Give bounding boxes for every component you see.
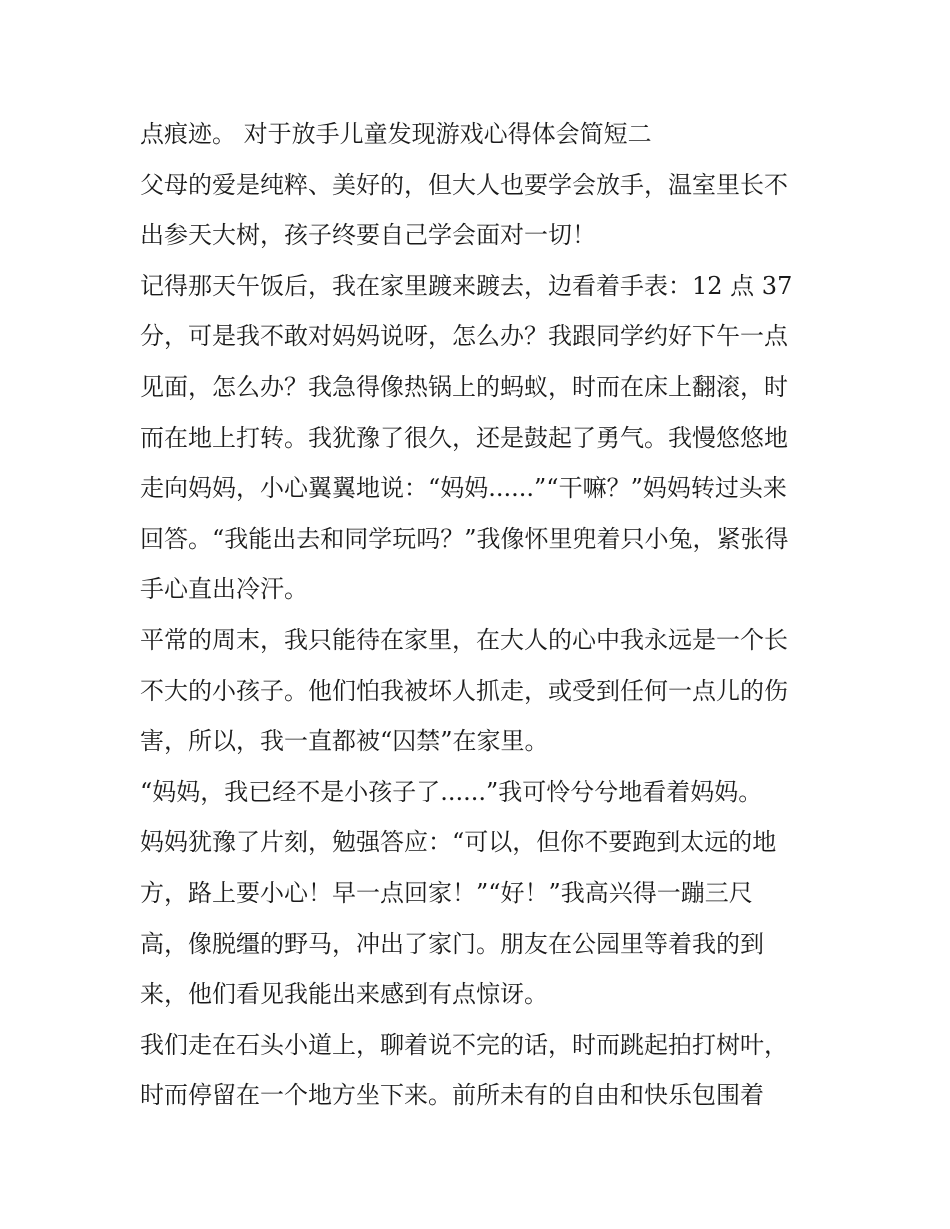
text-line: 时而停留在一个地方坐下来。前所未有的自由和快乐包围着 [140,1081,764,1110]
text-line: 回答。“我能出去和同学玩吗？”我像怀里兜着只小兔，紧张得 [140,524,789,553]
text-line: 记得那天午饭后，我在家里踱来踱去，边看着手表：12 点 37 [140,271,793,300]
text-line: 出参天大树，孩子终要自己学会面对一切！ [140,221,596,250]
text-line: 害，所以，我一直都被“囚禁”在家里。 [140,727,549,756]
text-line: “妈妈，我已经不是小孩子了......”我可怜兮兮地看着妈妈。 [140,777,763,806]
text-line: 高，像脱缰的野马，冲出了家门。朋友在公园里等着我的到 [140,929,764,958]
text-line: 来，他们看见我能出来感到有点惊讶。 [140,980,548,1009]
text-line: 不大的小孩子。他们怕我被坏人抓走，或受到任何一点儿的伤 [140,676,788,705]
text-line: 父母的爱是纯粹、美好的，但大人也要学会放手，温室里长不 [140,170,788,199]
text-line: 分，可是我不敢对妈妈说呀，怎么办？我跟同学约好下午一点 [140,322,788,351]
text-line: 手心直出冷汗。 [140,575,308,604]
document-body [140,109,820,1121]
text-line: 而在地上打转。我犹豫了很久，还是鼓起了勇气。我慢悠悠地 [140,423,788,452]
text-line: 点痕迹。 对于放手儿童发现游戏心得体会简短二 [140,120,652,148]
text-line: 方，路上要小心！早一点回家！”“好！”我高兴得一蹦三尺 [140,878,753,907]
text-line: 见面，怎么办？我急得像热锅上的蚂蚁，时而在床上翻滚，时 [140,372,788,401]
text-line: 走向妈妈，小心翼翼地说：“妈妈......”“干嘛？”妈妈转过头来 [140,474,787,503]
text-line: 平常的周末，我只能待在家里，在大人的心中我永远是一个长 [140,625,788,654]
text-line: 我们走在石头小道上，聊着说不完的话，时而跳起拍打树叶， [140,1030,788,1059]
text-line: 妈妈犹豫了片刻，勉强答应：“可以，但你不要跑到太远的地 [140,828,777,857]
